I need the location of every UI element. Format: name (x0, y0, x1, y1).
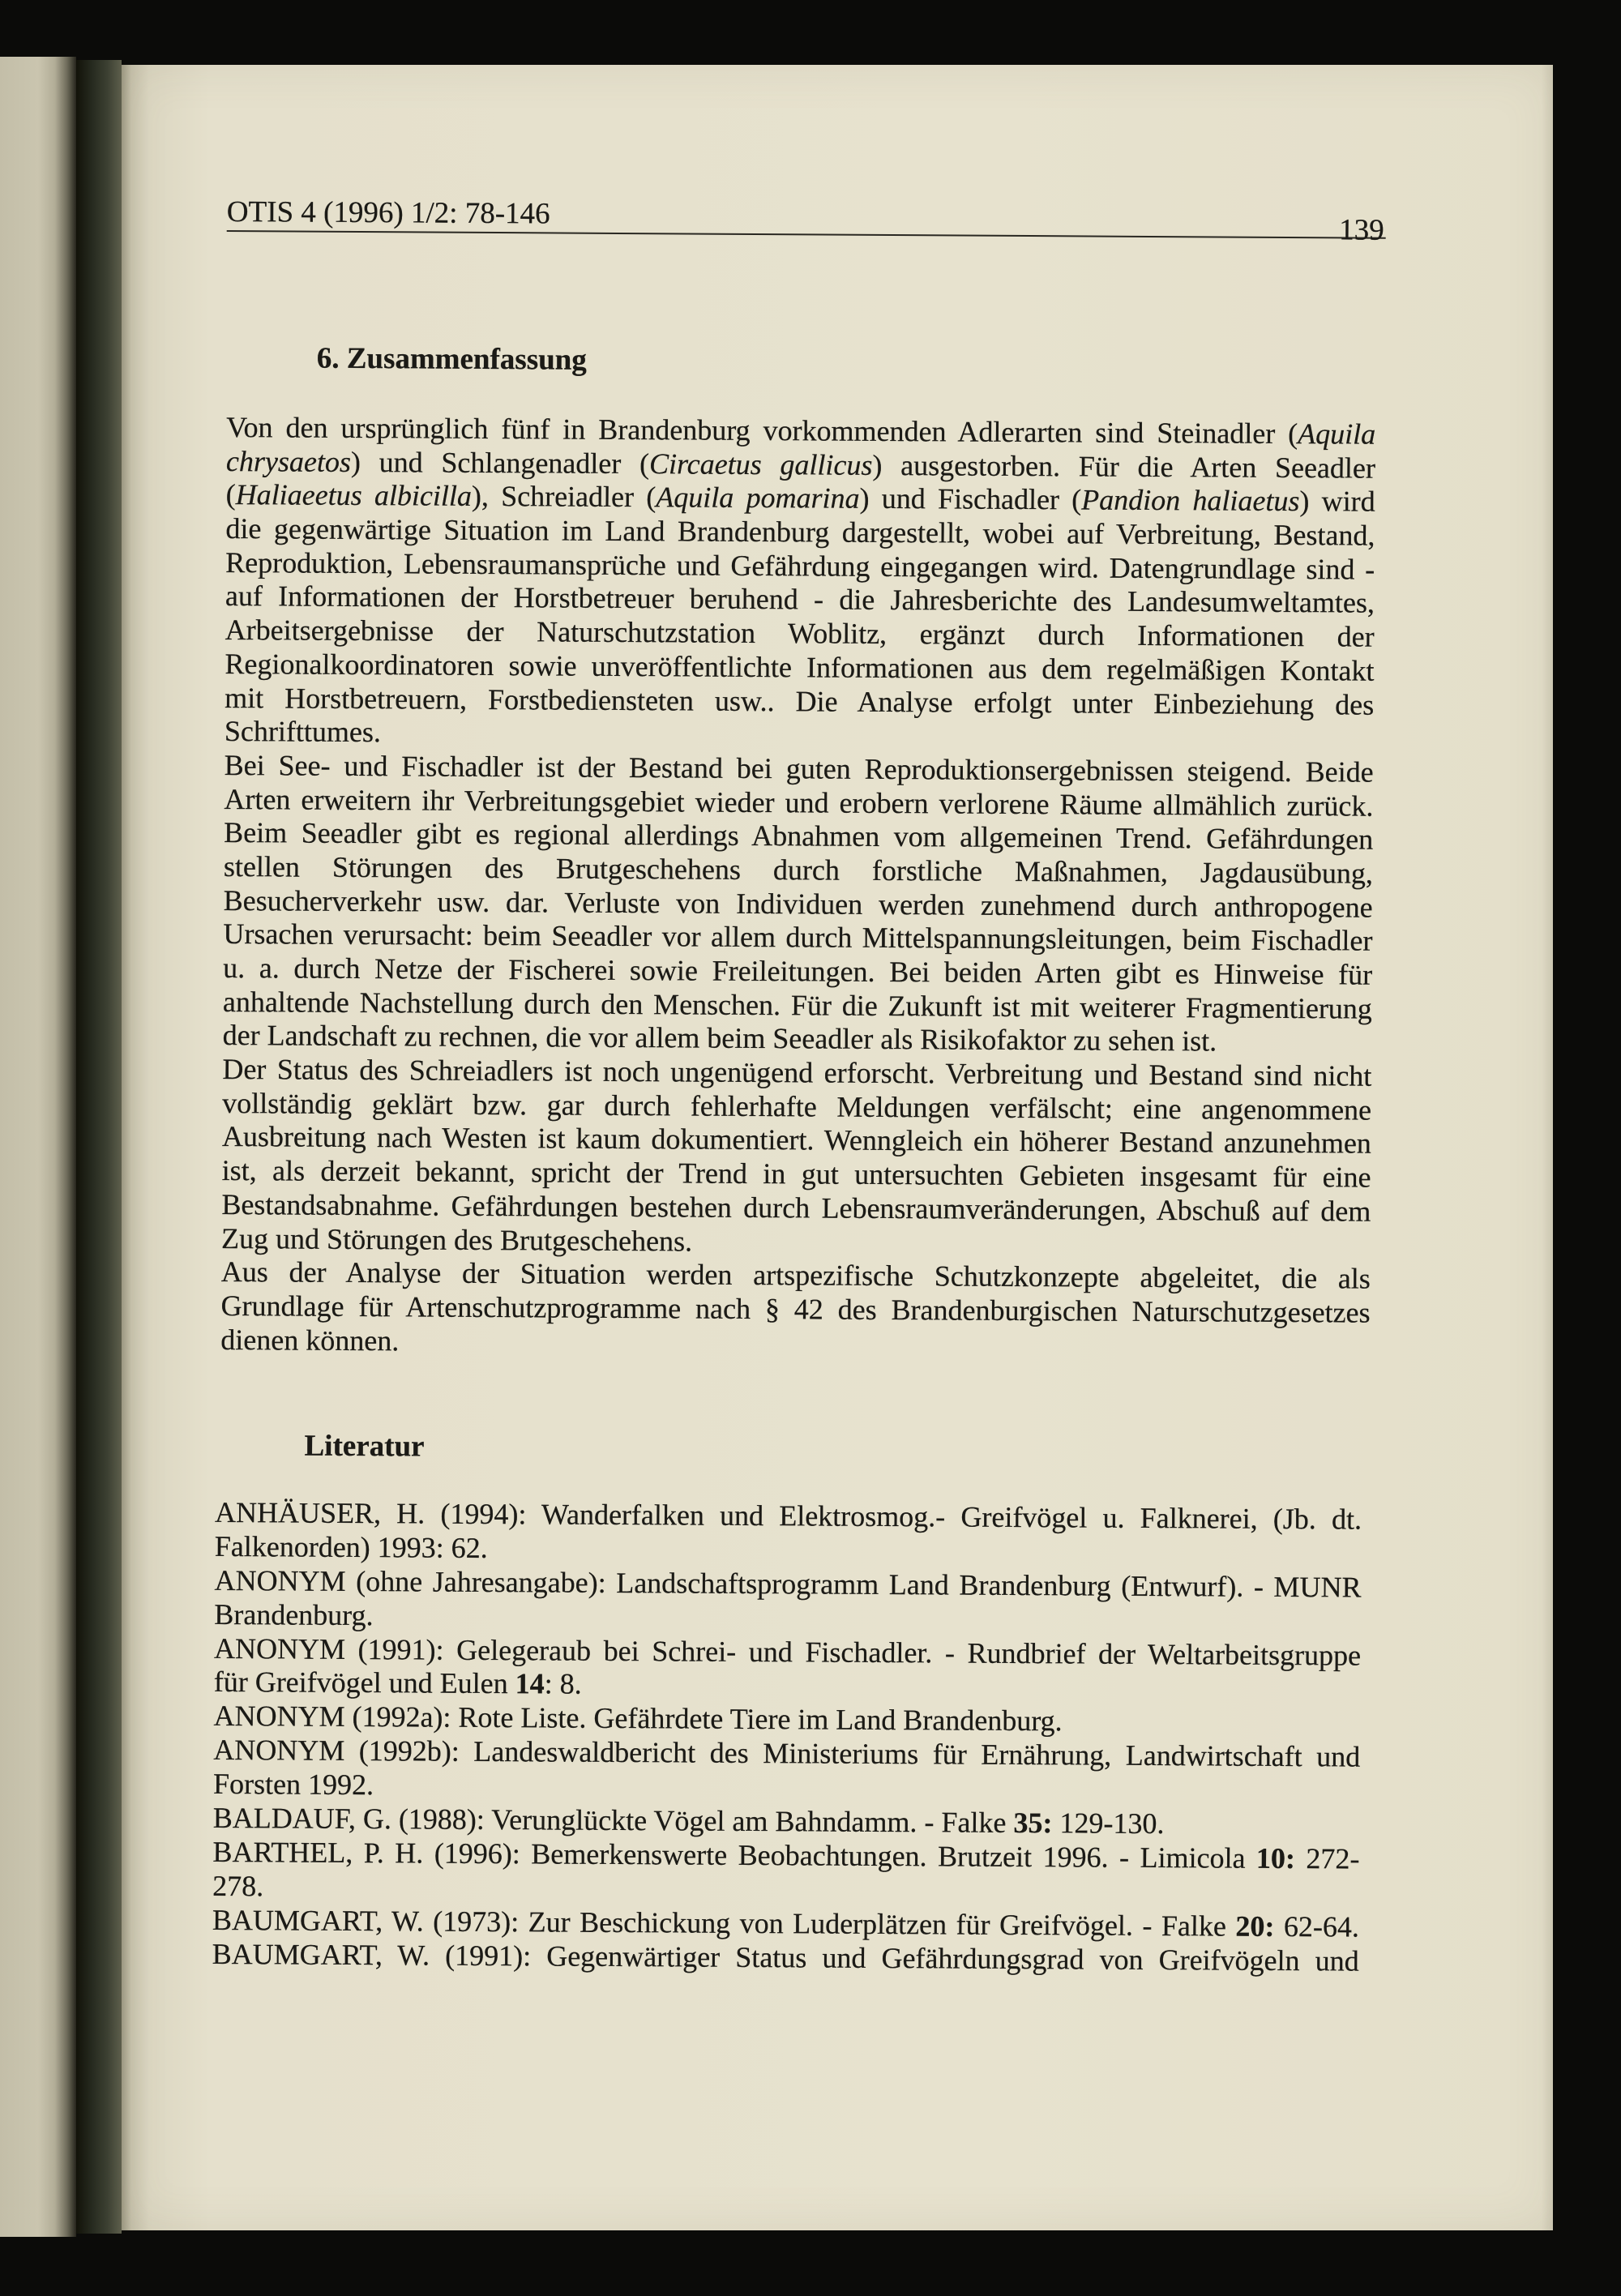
running-header-citation: OTIS 4 (1996) 1/2: 78-146 (226, 195, 550, 231)
text-run: Falkenorden) 1993: 62. (214, 1529, 488, 1564)
italic-species-name: chrysaetos (225, 444, 352, 478)
text-run: dienen können. (220, 1323, 400, 1357)
text-run: ( (225, 478, 236, 511)
italic-species-name: Circaetus gallicus (648, 447, 873, 481)
text-run: Von den ursprünglich fünf in Brandenburg vorkommenden Adlerarten sind Steinadler ( (226, 410, 1298, 451)
text-run: ) und Schlangenadler ( (350, 445, 650, 480)
header-rule (227, 230, 1386, 239)
text-run: ist, als derzeit bekannt, spricht der Trend in gut untersuchten Gebieten insgesamt für eine (221, 1154, 1371, 1194)
text-run: für Greifvögel und Eulen (213, 1665, 515, 1700)
text-run: Bestandsabnahme. Gefährdungen bestehen durch Lebensraumveränderungen, Abschuß auf dem (221, 1187, 1371, 1228)
italic-species-name: Aquila (1298, 417, 1376, 451)
text-run: ) ausgestorben. Für die Arten Seeadler (872, 448, 1376, 485)
bold-volume-number: 14 (515, 1667, 545, 1700)
text-run: 129-130. (1052, 1806, 1165, 1841)
text-run: 62-64. (1274, 1909, 1360, 1943)
summary-line (225, 681, 1374, 721)
text-run: 278. (212, 1869, 264, 1903)
text-run: Arbeitsergebnisse der Naturschutzstation Woblitz, ergänzt durch Informationen der (225, 614, 1375, 653)
page-content (122, 65, 1553, 2230)
italic-species-name: Pandion haliaetus (1081, 483, 1300, 518)
text-run: ) und Fischadler ( (859, 482, 1082, 516)
bold-volume-number: 20: (1235, 1909, 1275, 1943)
text-run: BAUMGART, W. (1991): Gegenwärtiger Status und Gefährdungsgrad von Greifvögeln und (212, 1937, 1359, 1977)
journal-page (122, 65, 1553, 2230)
reference-line (212, 1836, 1359, 1877)
bold-volume-number: 10: (1255, 1841, 1296, 1875)
section-heading-literature: Literatur (304, 1429, 425, 1464)
reference-line (213, 1734, 1360, 1775)
book-gutter (76, 60, 122, 2234)
adjacent-page-edge (0, 57, 76, 2237)
text-run: 272- (1294, 1841, 1360, 1875)
text-run: ANHÄUSER, H. (1994): Wanderfalken und Elektrosmog.- Greifvögel u. Falknerei, (Jb. dt. (214, 1495, 1362, 1536)
text-run: u. a. durch Netze der Fischerei sowie Freileitungen. Bei beiden Arten gibt es Hinweise für (223, 951, 1373, 991)
text-run: Forsten 1992. (212, 1768, 374, 1802)
text-run: Arten erweitern ihr Verbreitungsgebiet wieder und erobern verlorene Räume allmählich zurück. (224, 782, 1374, 823)
text-run: Der Status des Schreiadlers ist noch ungenügend erforscht. Verbreitung und Bestand sind nicht (222, 1053, 1372, 1092)
text-run: Schrifttumes. (224, 715, 382, 749)
text-run: BAUMGART, W. (1973): Zur Beschickung von Luderplätzen für Greifvögel. - Falke (212, 1903, 1236, 1943)
text-run: Bei See- und Fischadler ist der Bestand bei guten Reproduktionsergebnissen steigend. Beide (224, 748, 1374, 789)
text-run: ANONYM (1992b): Landeswaldbericht des Ministeriums für Ernährung, Landwirtschaft und (213, 1734, 1361, 1773)
text-run: Grundlage für Artenschutzprogramme nach § 42 des Brandenburgischen Naturschutzgesetzes (220, 1289, 1371, 1329)
text-run: Besucherverkehr usw. dar. Verluste von Individuen werden zunehmend durch anthropogene (223, 883, 1373, 924)
text-run: Beim Seeadler gibt es regional allerdings Abnahmen vom allgemeinen Trend. Gefährdungen (224, 816, 1374, 856)
italic-species-name: Haliaeetus albicilla (235, 478, 473, 513)
text-run: vollständig geklärt bzw. gar durch fehlerhafte Meldungen verfälscht; eine angenommene (222, 1086, 1372, 1127)
text-run: : 8. (544, 1667, 582, 1701)
text-run: auf Informationen der Horstbetreuer beruhend - die Jahresberichte des Landesumweltamtes, (225, 579, 1375, 620)
text-run: Aus der Analyse der Situation werden artspezifische Schutzkonzepte abgeleitet, die als (220, 1255, 1371, 1295)
reference-list (212, 1496, 1362, 1978)
text-run: ANONYM (1991): Gelegeraub bei Schrei- und Fischadler. - Rundbrief der Weltarbeitsgruppe (213, 1631, 1362, 1672)
text-run: BALDAUF, G. (1988): Verunglückte Vögel am Bahndamm. - Falke (212, 1801, 1014, 1839)
text-run: Zug und Störungen des Brutgeschehens. (221, 1221, 693, 1258)
bold-volume-number: 35: (1013, 1806, 1053, 1840)
text-run: BARTHEL, P. H. (1996): Bemerkenswerte Beobachtungen. Brutzeit 1996. - Limicola (212, 1835, 1257, 1875)
text-run: stellen Störungen des Brutgeschehens durch forstliche Maßnahmen, Jagdausübung, (223, 849, 1374, 890)
section-heading-summary: 6. Zusammenfassung (316, 341, 587, 377)
text-run: der Landschaft zu rechnen, die vor allem beim Seeadler als Risikofaktor zu sehen ist. (222, 1019, 1217, 1058)
reference-line (214, 1564, 1361, 1605)
text-run: ), Schreiadler ( (471, 480, 657, 514)
reference-line (212, 1938, 1359, 1979)
text-run: Regionalkoordinatoren sowie unveröffentlichte Informationen aus dem regelmäßigen Kontakt (225, 647, 1375, 687)
summary-line (220, 1323, 1370, 1364)
text-run: mit Horstbetreuern, Forstbediensteten usw.. Die Analyse erfolgt unter Einbeziehung des (225, 681, 1375, 721)
text-run: Ursachen verursacht: beim Seeadler vor allem durch Mittelspannungsleitungen, beim Fischadler (223, 917, 1373, 957)
page-number: 139 (1339, 213, 1384, 247)
text-run: die gegenwärtige Situation im Land Brandenburg dargestellt, wobei auf Verbreitung, Bestand, (225, 512, 1375, 552)
text-run: Brandenburg. (214, 1597, 374, 1631)
italic-species-name: Aquila pomarina (656, 481, 860, 515)
summary-text (220, 411, 1375, 1364)
text-run: Ausbreitung nach Westen ist kaum dokumentiert. Wenngleich ein höherer Bestand anzunehmen (221, 1120, 1371, 1161)
text-run: ) wird (1299, 485, 1375, 519)
text-run: ANONYM (1992a): Rote Liste. Gefährdete Tiere im Land Brandenburg. (213, 1700, 1063, 1738)
text-run: ANONYM (ohne Jahresangabe): Landschaftsprogramm Land Brandenburg (Entwurf). - MUNR (214, 1563, 1362, 1604)
text-run: anhaltende Nachstellung durch den Menschen. Für die Zukunft ist mit weiterer Fragmentierung (222, 985, 1373, 1025)
text-run: Reproduktion, Lebensraumansprüche und Gefährdung eingegangen wird. Datengrundlage sind - (225, 545, 1375, 586)
